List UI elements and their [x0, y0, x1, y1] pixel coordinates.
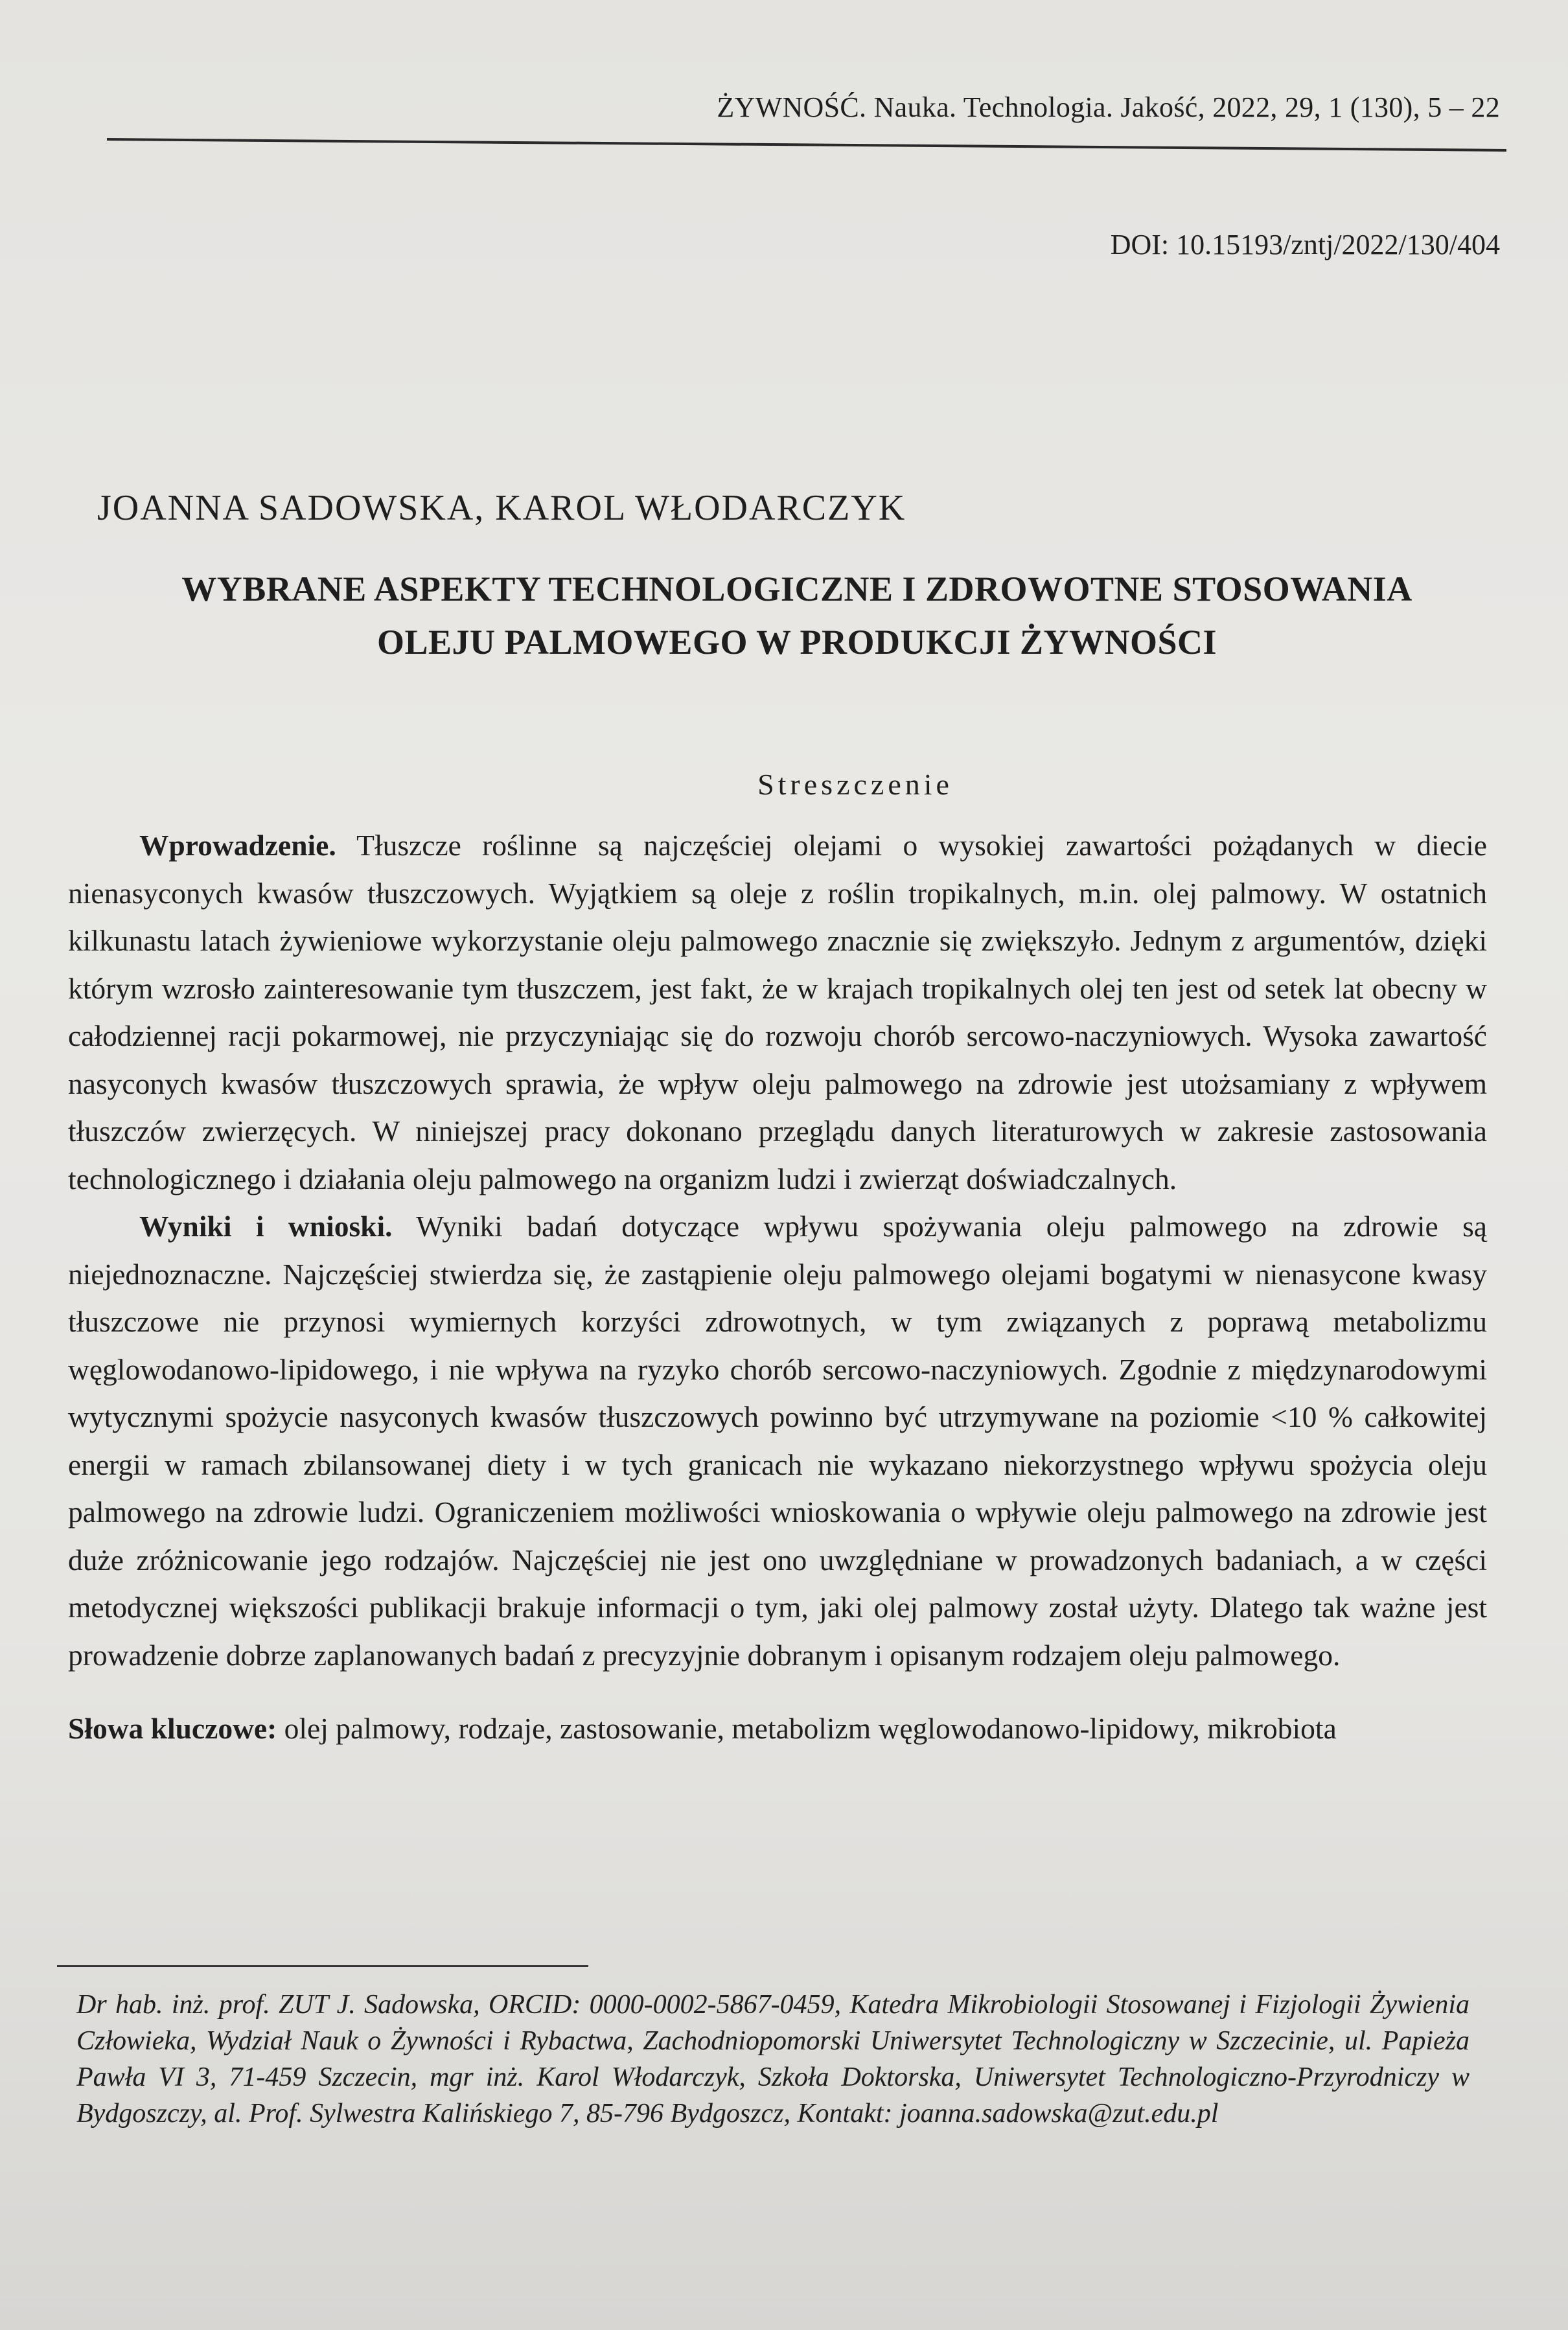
- abstract-body: [68, 822, 1487, 1679]
- header-rule: [107, 138, 1506, 152]
- footnote-rule: [57, 1965, 588, 1967]
- abstract-heading: Streszczenie: [757, 768, 953, 801]
- abstract-intro-label: Wprowadzenie.: [139, 829, 336, 862]
- abstract-results-paragraph: [68, 1203, 1487, 1679]
- authors: JOANNA SADOWSKA, KAROL WŁODARCZYK: [97, 488, 906, 528]
- abstract-results-label: Wyniki i wnioski.: [139, 1210, 393, 1243]
- abstract-intro-paragraph: [68, 822, 1487, 1203]
- author-affiliation-footnote: Dr hab. inż. prof. ZUT J. Sadowska, ORCID: 0000-0002-5867-0459, Katedra Mikrobiologii Stosowanej i Fizjologii Żywienia Człowieka, Wydział Nauk o Żywności i Rybactwa, Zachodniopomorski Uniwersytet Technologiczny w Szczecinie, ul. Papieża Pawła VI 3, 71-459 Szczecin, mgr inż. Karol Włodarczyk, Szkoła Doktorska, Uniwersytet Technologiczno-Przyrodniczy w Bydgoszczy, al. Prof. Sylwestra Kalińskiego 7, 85-796 Bydgoszcz, Kontakt: joanna.sadowska@zut.edu.pl: [76, 1990, 1470, 2128]
- abstract-results-text: Wyniki badań dotyczące wpływu spożywania oleju palmowego na zdrowie są niejednoznaczne. Najczęściej stwierdza się, że zastąpienie oleju palmowego olejami bogatymi w nienasycone kwasy tłuszczowe nie przynosi wymiernych korzyści zdrowotnych, w tym związanych z poprawą metabolizmu węglowodanowo-lipidowego, i nie wpływa na ryzyko chorób sercowo-naczyniowych. Zgodnie z międzynarodowymi wytycznymi spożycie nasyconych kwasów tłuszczowych powinno być utrzymywane na poziomie <10 % całkowitej energii w ramach zbilansowanej diety i w tych granicach nie wykazano niekorzystnego wpływu spożycia oleju palmowego na zdrowie ludzi. Ograniczeniem możliwości wnioskowania o wpływie oleju palmowego na zdrowie jest duże zróżnicowanie jego rodzajów. Najczęściej nie jest ono uwzględniane w prowadzonych badaniach, a w części metodycznej większości publikacji brakuje informacji o tym, jaki olej palmowy został użyty. Dlatego tak ważne jest prowadzenie dobrze zaplanowanych badań z precyzyjnie dobranym i opisanym rodzajem oleju palmowego.: [68, 1210, 1487, 1672]
- keywords: [68, 1705, 1487, 1752]
- keywords-label: Słowa kluczowe:: [68, 1712, 277, 1745]
- doi: DOI: 10.15193/zntj/2022/130/404: [1110, 229, 1500, 260]
- journal-citation: ŻYWNOŚĆ. Nauka. Technologia. Jakość, 2022, 29, 1 (130), 5 – 22: [717, 91, 1500, 123]
- keywords-text: olej palmowy, rodzaje, zastosowanie, metabolizm węglowodanowo-lipidowy, mikrobiota: [277, 1712, 1337, 1745]
- abstract-intro-text: Tłuszcze roślinne są najczęściej olejami o wysokiej zawartości pożądanych w diecie nienasyconych kwasów tłuszczowych. Wyjątkiem są oleje z roślin tropikalnych, m.in. olej palmowy. W ostatnich kilkunastu latach żywieniowe wykorzystanie oleju palmowego znacznie się zwiększyło. Jednym z argumentów, dzięki którym wzrosło zainteresowanie tym tłuszczem, jest fakt, że w krajach tropikalnych olej ten jest od setek lat obecny w całodziennej racji pokarmowej, nie przyczyniając się do rozwoju chorób sercowo-naczyniowych. Wysoka zawartość nasyconych kwasów tłuszczowych sprawia, że wpływ oleju palmowego na zdrowie jest utożsamiany z wpływem tłuszczów zwierzęcych. W niniejszej pracy dokonano przeglądu danych literaturowych w zakresie zastosowania technologicznego i działania oleju palmowego na organizm ludzi i zwierząt doświadczalnych.: [68, 829, 1487, 1195]
- article-title-line-1: WYBRANE ASPEKTY TECHNOLOGICZNE I ZDROWOTNE STOSOWANIA: [181, 570, 1412, 608]
- article-title: [97, 562, 1497, 669]
- article-title-line-2: OLEJU PALMOWEGO W PRODUKCJI ŻYWNOŚCI: [376, 623, 1217, 662]
